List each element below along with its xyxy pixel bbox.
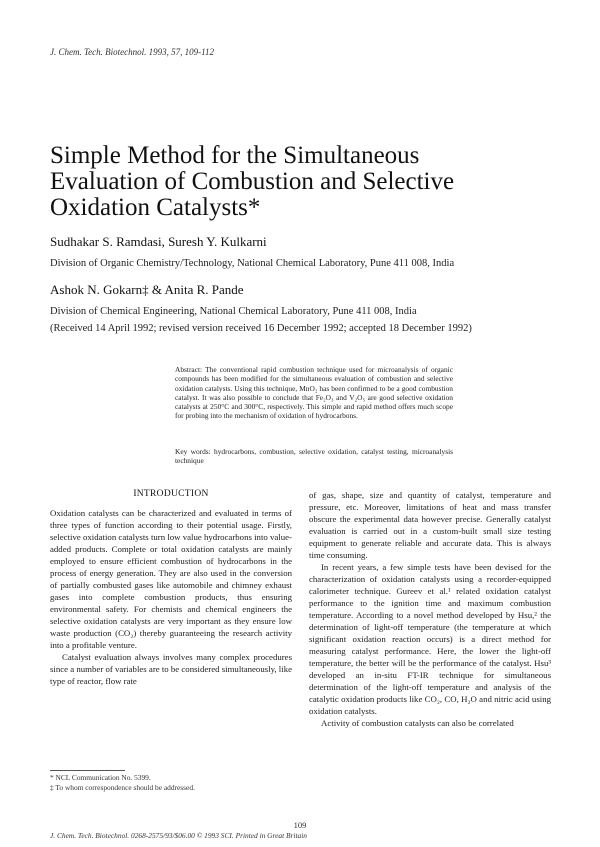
right-column	[309, 489, 551, 729]
body-paragraph: Activity of combustion catalysts can also be correlated	[321, 718, 514, 728]
title-line-1: Simple Method for the Simultaneous	[50, 142, 420, 169]
title-line-3: Oxidation Catalysts*	[50, 194, 261, 221]
title-line-2: Evaluation of Combustion and Selective	[50, 168, 455, 195]
page-number: 109	[293, 820, 307, 830]
received-dates: (Received 14 April 1992; revised version received 16 December 1992; accepted 18 December 1992)	[50, 323, 472, 334]
footnote-divider	[50, 770, 125, 771]
abstract: Abstract: The conventional rapid combustion technique used for microanalysis of organic compounds has been modified for the simultaneous evaluation of combustion and selective oxidation catalysts. Using this technique, MnO₂ has been confirmed to be a good combustion catalyst. It was also possible to conclude that Fe₂O₃ and V₂O₅ are good selective oxidation catalysts at 250°C and 300°C, respectively. This simple and rapid method offers much scope for probing into the mechanism of oxidation of hydrocarbons.	[175, 365, 453, 421]
body-paragraph: In recent years, a few simple tests have been devised for the characterization of oxidation catalysts using a recorder-equipped calorimeter technique. Gureev et al.¹ related oxidation catalyst performance to the ignition time and maximum combustion temperature. According to a novel method developed by Hsu,² the determination of light-off temperature (the temperature at which significant oxidation reaction occurs) is a direct method for measuring catalyst performance. Here, the lower the light-off temperature, the better will be the performance of the catalyst. Hsu³ developed an in-situ FT-IR technique for simultaneous determination of the light-off temperature and analysis of the catalytic oxidation products like CO₂, CO, H₂O and nitric acid using oxidation catalysts.	[309, 562, 551, 716]
authors-group-1: Sudhakar S. Ramdasi, Suresh Y. Kulkarni	[50, 234, 267, 249]
affiliation-2: Division of Chemical Engineering, National Chemical Laboratory, Pune 411 008, India	[50, 306, 417, 317]
footnote-1: * NCL Communication No. 5399.	[50, 773, 151, 782]
keywords: Key words: hydrocarbons, combustion, selective oxidation, catalyst testing, microanalysis technique	[175, 447, 453, 466]
journal-citation: J. Chem. Tech. Biotechnol. 1993, 57, 109-112	[50, 47, 214, 57]
affiliation-1: Division of Organic Chemistry/Technology, National Chemical Laboratory, Pune 411 008, India	[50, 258, 455, 269]
publication-line: J. Chem. Tech. Biotechnol. 0268-2575/93/$06.00 © 1993 SCI. Printed in Great Britain	[50, 831, 307, 840]
article-title	[50, 143, 550, 221]
body-paragraph: Oxidation catalysts can be characterized and evaluated in terms of three types of function according to their potential usage. Firstly, selective oxidation catalysts turn low value hydrocarbons into value-added products. Complete or total oxidation catalysts are mainly employed to ensure efficient combustion of hydrocarbons in the process of energy generation. They are also used in the conversion of partially combusted gases like automobile and chimney exhaust gases into complete combustion products, thus ensuring environmental safety. For chemists and chemical engineers the selective oxidation catalysts are very important as they ensure low waste production (CO₂) thereby guaranteeing the research activity into a profitable venture.	[50, 508, 292, 650]
left-column	[50, 507, 292, 687]
body-paragraph: of gas, shape, size and quantity of catalyst, temperature and pressure, etc. Moreover, limitations of heat and mass transfer obscure the experimental data however precise. Generally catalyst evaluation is carried out in a custom-built small size testing equipment to generate reliable and accurate data. This is always time consuming.	[309, 490, 551, 560]
footnote-2: ‡ To whom correspondence should be addressed.	[50, 782, 195, 792]
footnotes	[50, 773, 300, 792]
authors-group-2: Ashok N. Gokarn‡ & Anita R. Pande	[50, 282, 244, 297]
introduction-heading: INTRODUCTION	[133, 489, 209, 499]
body-paragraph: Catalyst evaluation always involves many complex procedures since a number of variables are to be considered simultaneously, like type of reactor, flow rate	[50, 652, 292, 686]
